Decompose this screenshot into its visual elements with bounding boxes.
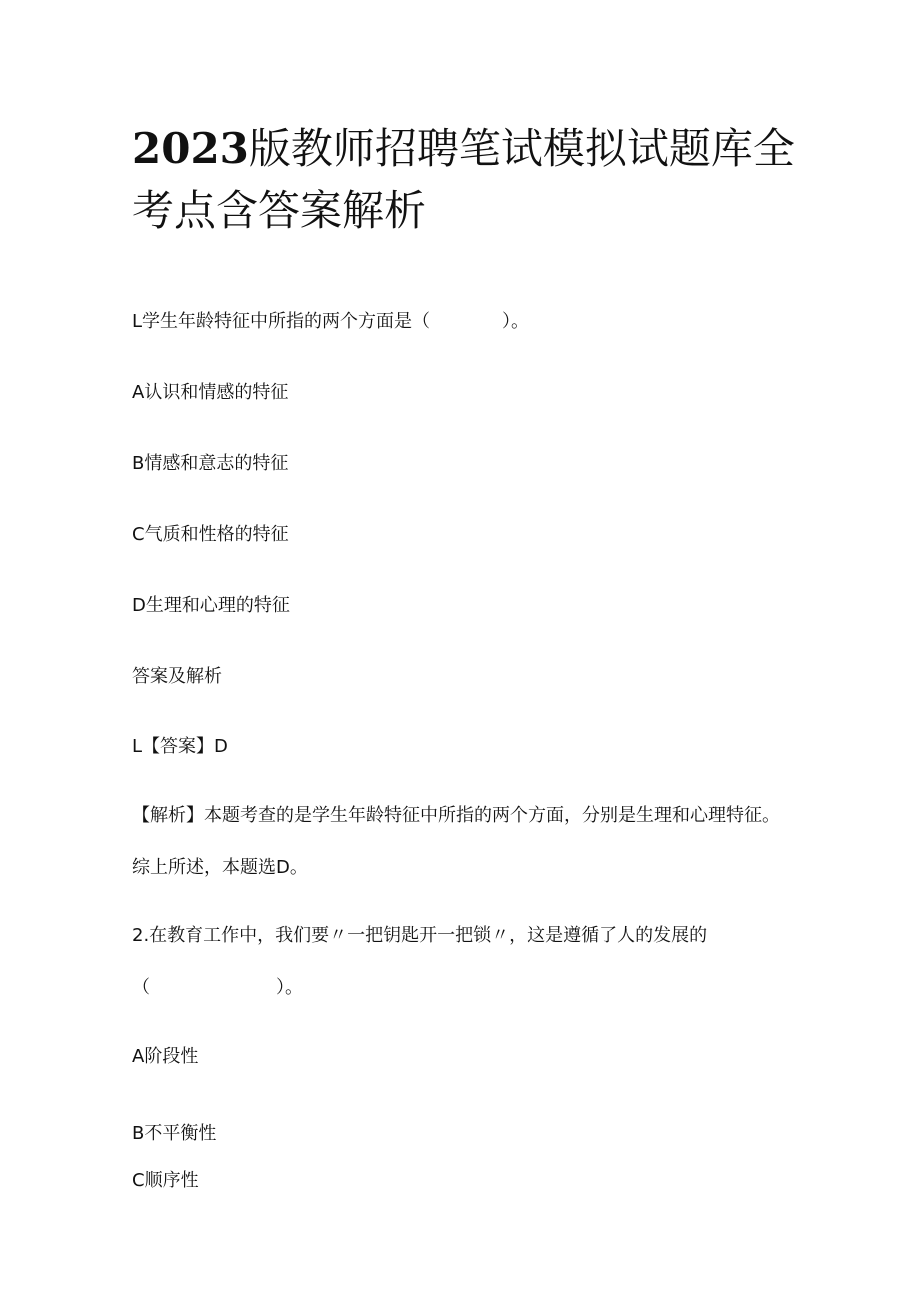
question-2-option-b: B不平衡性: [132, 1123, 217, 1144]
question-1-option-b: B情感和意志的特征: [132, 453, 289, 474]
question-1-stem: L学生年龄特征中所指的两个方面是（ ）。: [132, 311, 530, 332]
question-1-option-d: D生理和心理的特征: [132, 595, 290, 616]
question-1-option-c: C气质和性格的特征: [132, 524, 289, 545]
answers-heading: 答案及解析: [132, 666, 222, 687]
document-title: [132, 118, 822, 242]
question-1-option-a: A认识和情感的特征: [132, 382, 289, 403]
question-2-option-a: A阶段性: [132, 1046, 199, 1067]
answer-1-explanation: 【解析】本题考查的是学生年龄特征中所指的两个方面，分别是生理和心理特征。综上所述，本题选D。: [132, 805, 780, 878]
title-year: 2023: [132, 124, 249, 173]
question-2-option-c: C顺序性: [132, 1170, 199, 1191]
title-text: 版教师招聘笔试模拟试题库全考点含答案解析: [132, 124, 795, 235]
answer-1: L【答案】D: [132, 736, 228, 757]
question-2-stem: 2.在教育工作中，我们要〃一把钥匙开一把锁〃，这是遵循了人的发展的（ ）。: [132, 925, 708, 998]
